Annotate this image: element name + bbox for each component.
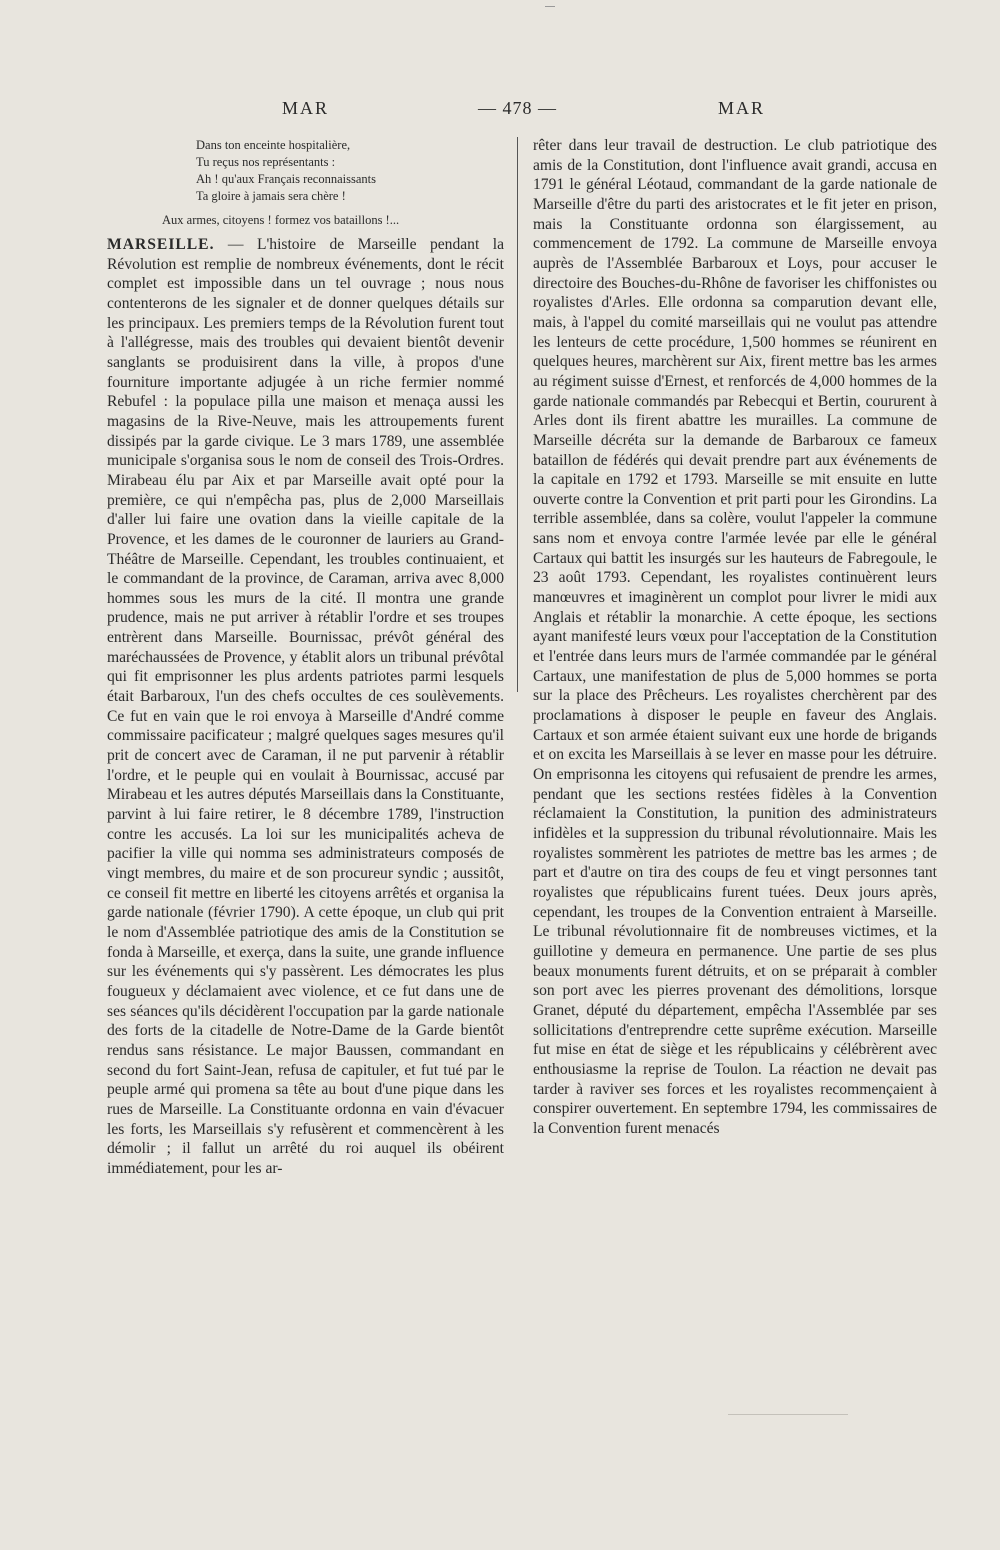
running-head-right: MAR	[718, 98, 766, 118]
left-column	[107, 235, 504, 1179]
poem-line: Dans ton enceinte hospitalière,	[196, 138, 351, 152]
column-divider	[517, 137, 518, 692]
poem-stanza	[140, 137, 470, 229]
page-header	[0, 98, 1000, 122]
poem-line: Ah ! qu'aux Français reconnaissants	[196, 172, 376, 186]
entry-title: MARSEILLE.	[107, 236, 215, 253]
page-number: — 478 —	[478, 98, 557, 118]
poem-line: Ta gloire à jamais sera chère !	[196, 189, 346, 203]
top-margin-mark	[545, 6, 555, 7]
running-head-left: MAR	[282, 98, 330, 118]
right-column	[533, 136, 937, 1138]
article-body-left: — L'histoire de Marseille pendant la Révolution est remplie de nombreux événements, dont le récit complet est impossible dans un tel ouvrage ; nous nous contenterons de les signaler et de donner quelques détails sur les principaux. Les premiers temps de la Révolution furent tout à l'allégresse, mais des troubles qui devaient bientôt devenir sanglants se produisirent dans la ville, à propos d'une fourniture importante adjugée à un riche fermier nommé Rebufel : la populace pilla une maison et menaça aussi les magasins de la Rive-Neuve, mais les attroupements furent dissipés par la garde civique. Le 3 mars 1789, une assemblée municipale s'organisa sous le nom de conseil des Trois-Ordres. Mirabeau élu par Aix et par Marseille avait opté pour la première, ce qui n'empêcha pas, plus de 2,000 Marseillais d'aller lui faire une ovation dans la vieille capitale de la Provence, et les dames de le couronner de lauriers au Grand-Théâtre de Marseille. Cependant, les troubles continuaient, et le commandant de la province, de Caraman, arriva avec 8,000 hommes sous les murs de la cité. Il montra une grande prudence, mais ne put arriver à rétablir l'ordre et ses troupes entrèrent dans Marseille. Bournissac, prévôt général des maréchaussées de Provence, y établit alors un tribunal prévôtal qui fit emprisonner les plus ardents patriotes parmi lesquels était Barbaroux, l'un des chefs occultes de ces soulèvements. Ce fut en vain que le roi envoya à Marseille d'André comme commissaire pacificateur ; malgré quelques sages mesures qu'il prit de concert avec de Caraman, il ne put parvenir à rétablir l'ordre, et le peuple qui en voulait à Bournissac, accusé par Mirabeau et les autres députés Marseillais dans la Constituante, parvint à lui faire retirer, le 8 décembre 1789, l'instruction contre les accusés. La loi sur les municipalités acheva de pacifier la ville qui nomma ses administrateurs composés de vingt membres, du maire et de son procureur syndic ; aussitôt, ce conseil fit mettre en liberté les citoyens arrêtés et organisa la garde nationale (février 1790). A cette époque, un club qui prit le nom d'Assemblée patriotique des amis de la Constitution se fonda à Marseille, et exerça, dans la suite, une grande influence sur les événements qui s'y passèrent. Les démocrates les plus fougueux y déclamaient avec violence, et ce fut dans une de ses séances qu'ils décidèrent l'occupation par la garde nationale des forts de la citadelle de Notre-Dame de la Garde bientôt rendus sans résistance. Le major Baussen, commandant en second du fort Saint-Jean, refusa de capituler, et fut tué par le peuple armé qui promena sa tête au bout d'une pique dans les rues de Marseille. La Constituante ordonna en vain d'évacuer les forts, les Marseillais s'y refusèrent et commencèrent à les démolir ; il fallut un arrêté du roi auquel ils obéirent immédiatement, pour les ar-	[107, 236, 504, 1177]
article-body-right: rêter dans leur travail de destruction. Le club patriotique des amis de la Constitution, dont l'influence avait grandi, accusa en 1791 le général Léotaud, commandant de la garde nationale de Marseille d'être du parti des aristocrates et le fit jeter en prison, mais la Constituante ordonna son élargissement, au commencement de 1792. La commune de Marseille envoya auprès de l'Assemblée Barbaroux et Loys, pour accuser le directoire des Bouches-du-Rhône de favoriser les chiffonistes ou royalistes d'Arles. Elle ordonna sa comparution devant elle, mais, à l'appel du comité marseillais qui ne voulut pas attendre les lenteurs de cette procédure, 1,500 hommes se réunirent en quelques heures, marchèrent sur Aix, firent mettre bas les armes au régiment suisse d'Ernest, et renforcés de 4,000 hommes de la garde nationale commandés par Rebecqui et Bertin, coururent à Arles dont ils firent abattre les murailles. La commune de Marseille décréta sur la demande de Barbaroux ce fameux bataillon de fédérés qui devait prendre part aux événements de la capitale en 1792 et 1793. Marseille se mit ensuite en lutte ouverte contre la Convention et prit parti pour les Girondins. La terrible assemblée, dans sa colère, voulut l'appeler la commune sans nom et envoya contre l'armée levée par elle le général Cartaux qui battit les insurgés sur les hauteurs de Fabregoule, le 23 août 1793. Cependant, les royalistes continuèrent leurs manœuvres et imaginèrent un complot pour livrer le midi aux Anglais et rétablir la monarchie. A cette époque, les sections ayant manifesté leurs vœux pour l'acceptation de la Constitution et l'entrée dans leurs murs de l'armée commandée par le général Cartaux, une manifestation de plus de 5,000 hommes se porta sur la place des Prêcheurs. Les royalistes cherchèrent par des proclamations à disposer le peuple en faveur des Anglais. Cartaux et son armée étaient suivant eux une horde de brigands et on excita les Marseillais à se lever en masse pour les détruire. On emprisonna les citoyens qui refusaient de prendre les armes, pendant que les sections restées fidèles à la Convention réclamaient la Constitution, la punition des administrateurs infidèles et la suppression du tribunal révolutionnaire. Mais les royalistes sommèrent les patriotes de mettre bas les armes ; de part et d'autre on tira des coups de feu et vingt personnes tant royalistes que républicains furent tuées. Deux jours après, cependant, les troupes de la Convention entraient à Marseille. Le tribunal révolutionnaire fit de nombreuses victimes, et la guillotine y demeura en permanence. Une partie de ses plus beaux monuments furent détruits, et on se préparait à combler son port avec les pierres provenant des démolitions, lorsque Granet, député du département, empêcha l'Assemblée par ses sollicitations d'entreprendre cette suprême exécution. Marseille fut mise en état de siège et les républicains y célébrèrent avec enthousiasme la reprise de Toulon. La réaction ne devait pas tarder à raviver ses forces et les royalistes recommençaient à conspirer ouvertement. En septembre 1794, les commissaires de la Convention furent menacés	[533, 137, 937, 1137]
poem-line: Tu reçus nos représentants :	[196, 155, 336, 169]
bottom-rule	[728, 1414, 848, 1415]
poem-refrain: Aux armes, citoyens ! formez vos bataillons !...	[162, 213, 400, 227]
